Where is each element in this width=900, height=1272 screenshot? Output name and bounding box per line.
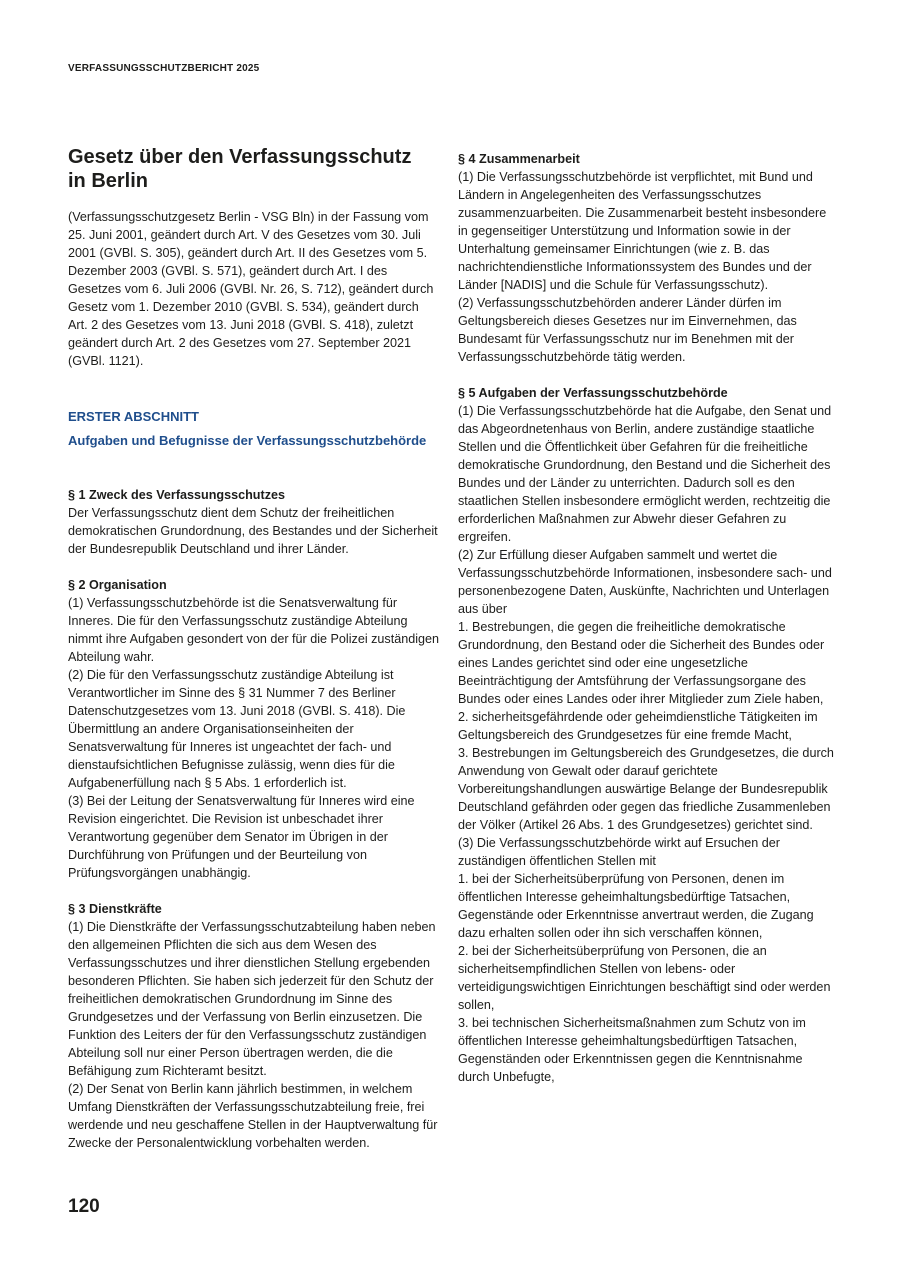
section-paragraph: (3) Bei der Leitung der Senatsverwaltung für Inneres wird eine Revision eingerichtet. Die Revision ist unbeschadet ihrer Verantwortung gegenüber dem Senator im Übrigen in der Durchführung von Prüfungen und der Beurteilung von Prüfungsvorgängen unabhängig. bbox=[68, 794, 415, 880]
section-paragraph: (1) Die Dienstkräfte der Verfassungsschutzabteilung haben neben den allgemeinen Pflichten die sich aus dem Wesen des Verfassungsschutzes und ihrer dienstlichen Stellung ergebenden besonderen Pflichten. Sie haben sich jederzeit für den Schutz der freiheitlichen demokratischen Grundordnung im Sinne des Grundgesetzes und der Verfassung von Berlin einzusetzen. Die Funktion des Leiters der für den Verfassungsschutz zuständigen Abteilung soll nur einer Person übertragen werden, die die Befähigung zum Richteramt besitzt. bbox=[68, 920, 436, 1078]
section-heading: § 3 Dienstkräfte bbox=[68, 902, 162, 916]
part-title: Aufgaben und Befugnisse der Verfassungsschutzbehörde bbox=[68, 433, 427, 448]
section-paragraph: 1. Bestrebungen, die gegen die freiheitliche demokratische Grundordnung, den Bestand oder die Sicherheit des Bundes oder eines Landes gerichtet sind oder eine ungesetzliche Beeinträchtigung der Amtsführung der Verfassungsorgane des Bundes oder eines Landes oder ihrer Mitglieder zum Ziele haben, bbox=[458, 620, 825, 706]
section-heading: § 2 Organisation bbox=[68, 578, 167, 592]
section-paragraph: 3. Bestrebungen im Geltungsbereich des Grundgesetzes, die durch Anwendung von Gewalt oder darauf gerichtete Vorbereitungshandlungen auswärtige Belange der Bundesrepublik Deutschland gefährden oder gegen das friedliche Zusammenleben der Völker (Artikel 26 Abs. 1 des Grundgesetzes) gerichtet sind. bbox=[458, 746, 834, 832]
right-column bbox=[458, 150, 834, 1086]
section-paragraph: (3) Die Verfassungsschutzbehörde wirkt auf Ersuchen der zuständigen öffentlichen Stellen mit bbox=[458, 836, 781, 868]
section-paragraph: 2. bei der Sicherheitsüberprüfung von Personen, die an sicherheitsempfindlichen Stellen von lebens- oder verteidigungswichtigen Einrichtungen beschäftigt sind oder werden sollen, bbox=[458, 944, 831, 1012]
section-paragraph: 3. bei technischen Sicherheitsmaßnahmen zum Schutz von im öffentlichen Interesse geheimhaltungsbedürftigen Tatsachen, Gegenständen oder Erkenntnissen gegen die Kenntnisnahme durch Unbefugte, bbox=[458, 1016, 806, 1084]
law-section bbox=[68, 486, 440, 558]
section-paragraph: (2) Verfassungsschutzbehörden anderer Länder dürfen im Geltungsbereich dieses Gesetzes nur im Einvernehmen, das Bundesamt für Verfassungsschutz nur im Benehmen mit der Verfassungsschutzbehörde tätig werden. bbox=[458, 296, 797, 364]
section-paragraph: (2) Der Senat von Berlin kann jährlich bestimmen, in welchem Umfang Dienstkräften der Verfassungsschutzabteilung freie, frei werdende und neu geschaffene Stellen in der Hauptverwaltung für Zwecke der Personalentwicklung vorbehalten werden. bbox=[68, 1082, 438, 1150]
document-title bbox=[68, 145, 440, 193]
law-section bbox=[458, 384, 834, 1086]
section-paragraph: (1) Die Verfassungsschutzbehörde hat die Aufgabe, den Senat und das Abgeordnetenhaus von Berlin, andere zuständige staatliche Stellen und die Öffentlichkeit über Gefahren für die freiheitliche demokratische Grundordnung, den Bestand und die Sicherheit des Bundes und der Länder zu unterrichten. Dadurch soll es den staatlichen Stellen insbesondere ermöglicht werden, rechtzeitig die erforderlichen Maßnahmen zur Abwehr dieser Gefahren zu ergreifen. bbox=[458, 404, 832, 544]
section-paragraph: (2) Die für den Verfassungsschutz zuständige Abteilung ist Verantwortlicher im Sinne des § 31 Nummer 7 des Berliner Datenschutzgesetzes vom 13. Juni 2018 (GVBl. S. 418). Die Übermittlung an andere Organisationseinheiten der Senatsverwaltung für Inneres ist ungeachtet der fach- und dienstaufsichtlichen Befugnisse zulässig, wenn dies für die Aufgabenerfüllung nach § 5 Abs. 1 erforderlich ist. bbox=[68, 668, 406, 790]
section-paragraph: Der Verfassungsschutz dient dem Schutz der freiheitlichen demokratischen Grundordnung, des Bestandes und der Sicherheit der Bundesrepublik Deutschland und ihrer Länder. bbox=[68, 506, 438, 556]
section-paragraph: (1) Verfassungsschutzbehörde ist die Senatsverwaltung für Inneres. Die für den Verfassungsschutz zuständige Abteilung nimmt ihre Aufgaben gesondert von der für die Polizei zuständigen Abteilung wahr. bbox=[68, 596, 440, 664]
section-paragraph: 1. bei der Sicherheitsüberprüfung von Personen, denen im öffentlichen Interesse geheimhaltungsbedürftige Tatsachen, Gegenstände oder Erkenntnisse anvertraut werden, die Zugang dazu erhalten sollen oder ihn sich verschaffen können, bbox=[458, 872, 814, 940]
law-section bbox=[458, 150, 834, 366]
section-heading: § 4 Zusammenarbeit bbox=[458, 152, 580, 166]
section-heading: § 5 Aufgaben der Verfassungsschutzbehörde bbox=[458, 386, 728, 400]
section-paragraph: (2) Zur Erfüllung dieser Aufgaben sammelt und wertet die Verfassungsschutzbehörde Informationen, insbesondere sach- und personenbezogene Daten, Auskünfte, Nachrichten und Unterlagen aus über bbox=[458, 548, 832, 616]
page-number: 120 bbox=[68, 1196, 100, 1217]
law-citation-intro: (Verfassungsschutzgesetz Berlin - VSG Bln) in der Fassung vom 25. Juni 2001, geändert durch Art. V des Gesetzes vom 30. Juli 2001 (GVBl. S. 305), geändert durch Art. II des Gesetzes vom 5. Dezember 2003 (GVBl. S. 571), geändert durch Art. I des Gesetzes vom 6. Juli 2006 (GVBl. Nr. 26, S. 712), geändert durch Gesetz vom 1. Dezember 2010 (GVBl. S. 534), geändert durch Art. 2 des Gesetzes vom 13. Juni 2018 (GVBl. S. 418), zuletzt geändert durch Art. 2 des Gesetzes vom 27. September 2021 (GVBl. 1121). bbox=[68, 210, 434, 368]
section-paragraph: (1) Die Verfassungsschutzbehörde ist verpflichtet, mit Bund und Ländern in Angelegenheiten des Verfassungsschutzes zusammenzuarbeiten. Die Zusammenarbeit besteht insbesondere in gegenseitiger Unterstützung und Information sowie in der Unterhaltung gemeinsamer Einrichtungen (wie z. B. das nachrichtendienstliche Informationssystem des Bundes und der Länder [NADIS] und die Schule für Verfassungsschutz). bbox=[458, 170, 827, 292]
section-heading: § 1 Zweck des Verfassungsschutzes bbox=[68, 488, 285, 502]
document-title-line-2: in Berlin bbox=[68, 170, 149, 192]
left-sections bbox=[68, 486, 440, 1152]
right-sections bbox=[458, 150, 834, 1086]
left-column bbox=[68, 145, 440, 1152]
law-section bbox=[68, 900, 440, 1152]
section-paragraph: 2. sicherheitsgefährdende oder geheimdienstliche Tätigkeiten im Geltungsbereich des Grundgesetzes für eine fremde Macht, bbox=[458, 710, 818, 742]
running-head: VERFASSUNGSSCHUTZBERICHT 2025 bbox=[68, 63, 260, 74]
part-label: ERSTER ABSCHNITT bbox=[68, 409, 199, 424]
document-title-line-1: Gesetz über den Verfassungsschutz bbox=[68, 146, 412, 168]
law-section bbox=[68, 576, 440, 882]
